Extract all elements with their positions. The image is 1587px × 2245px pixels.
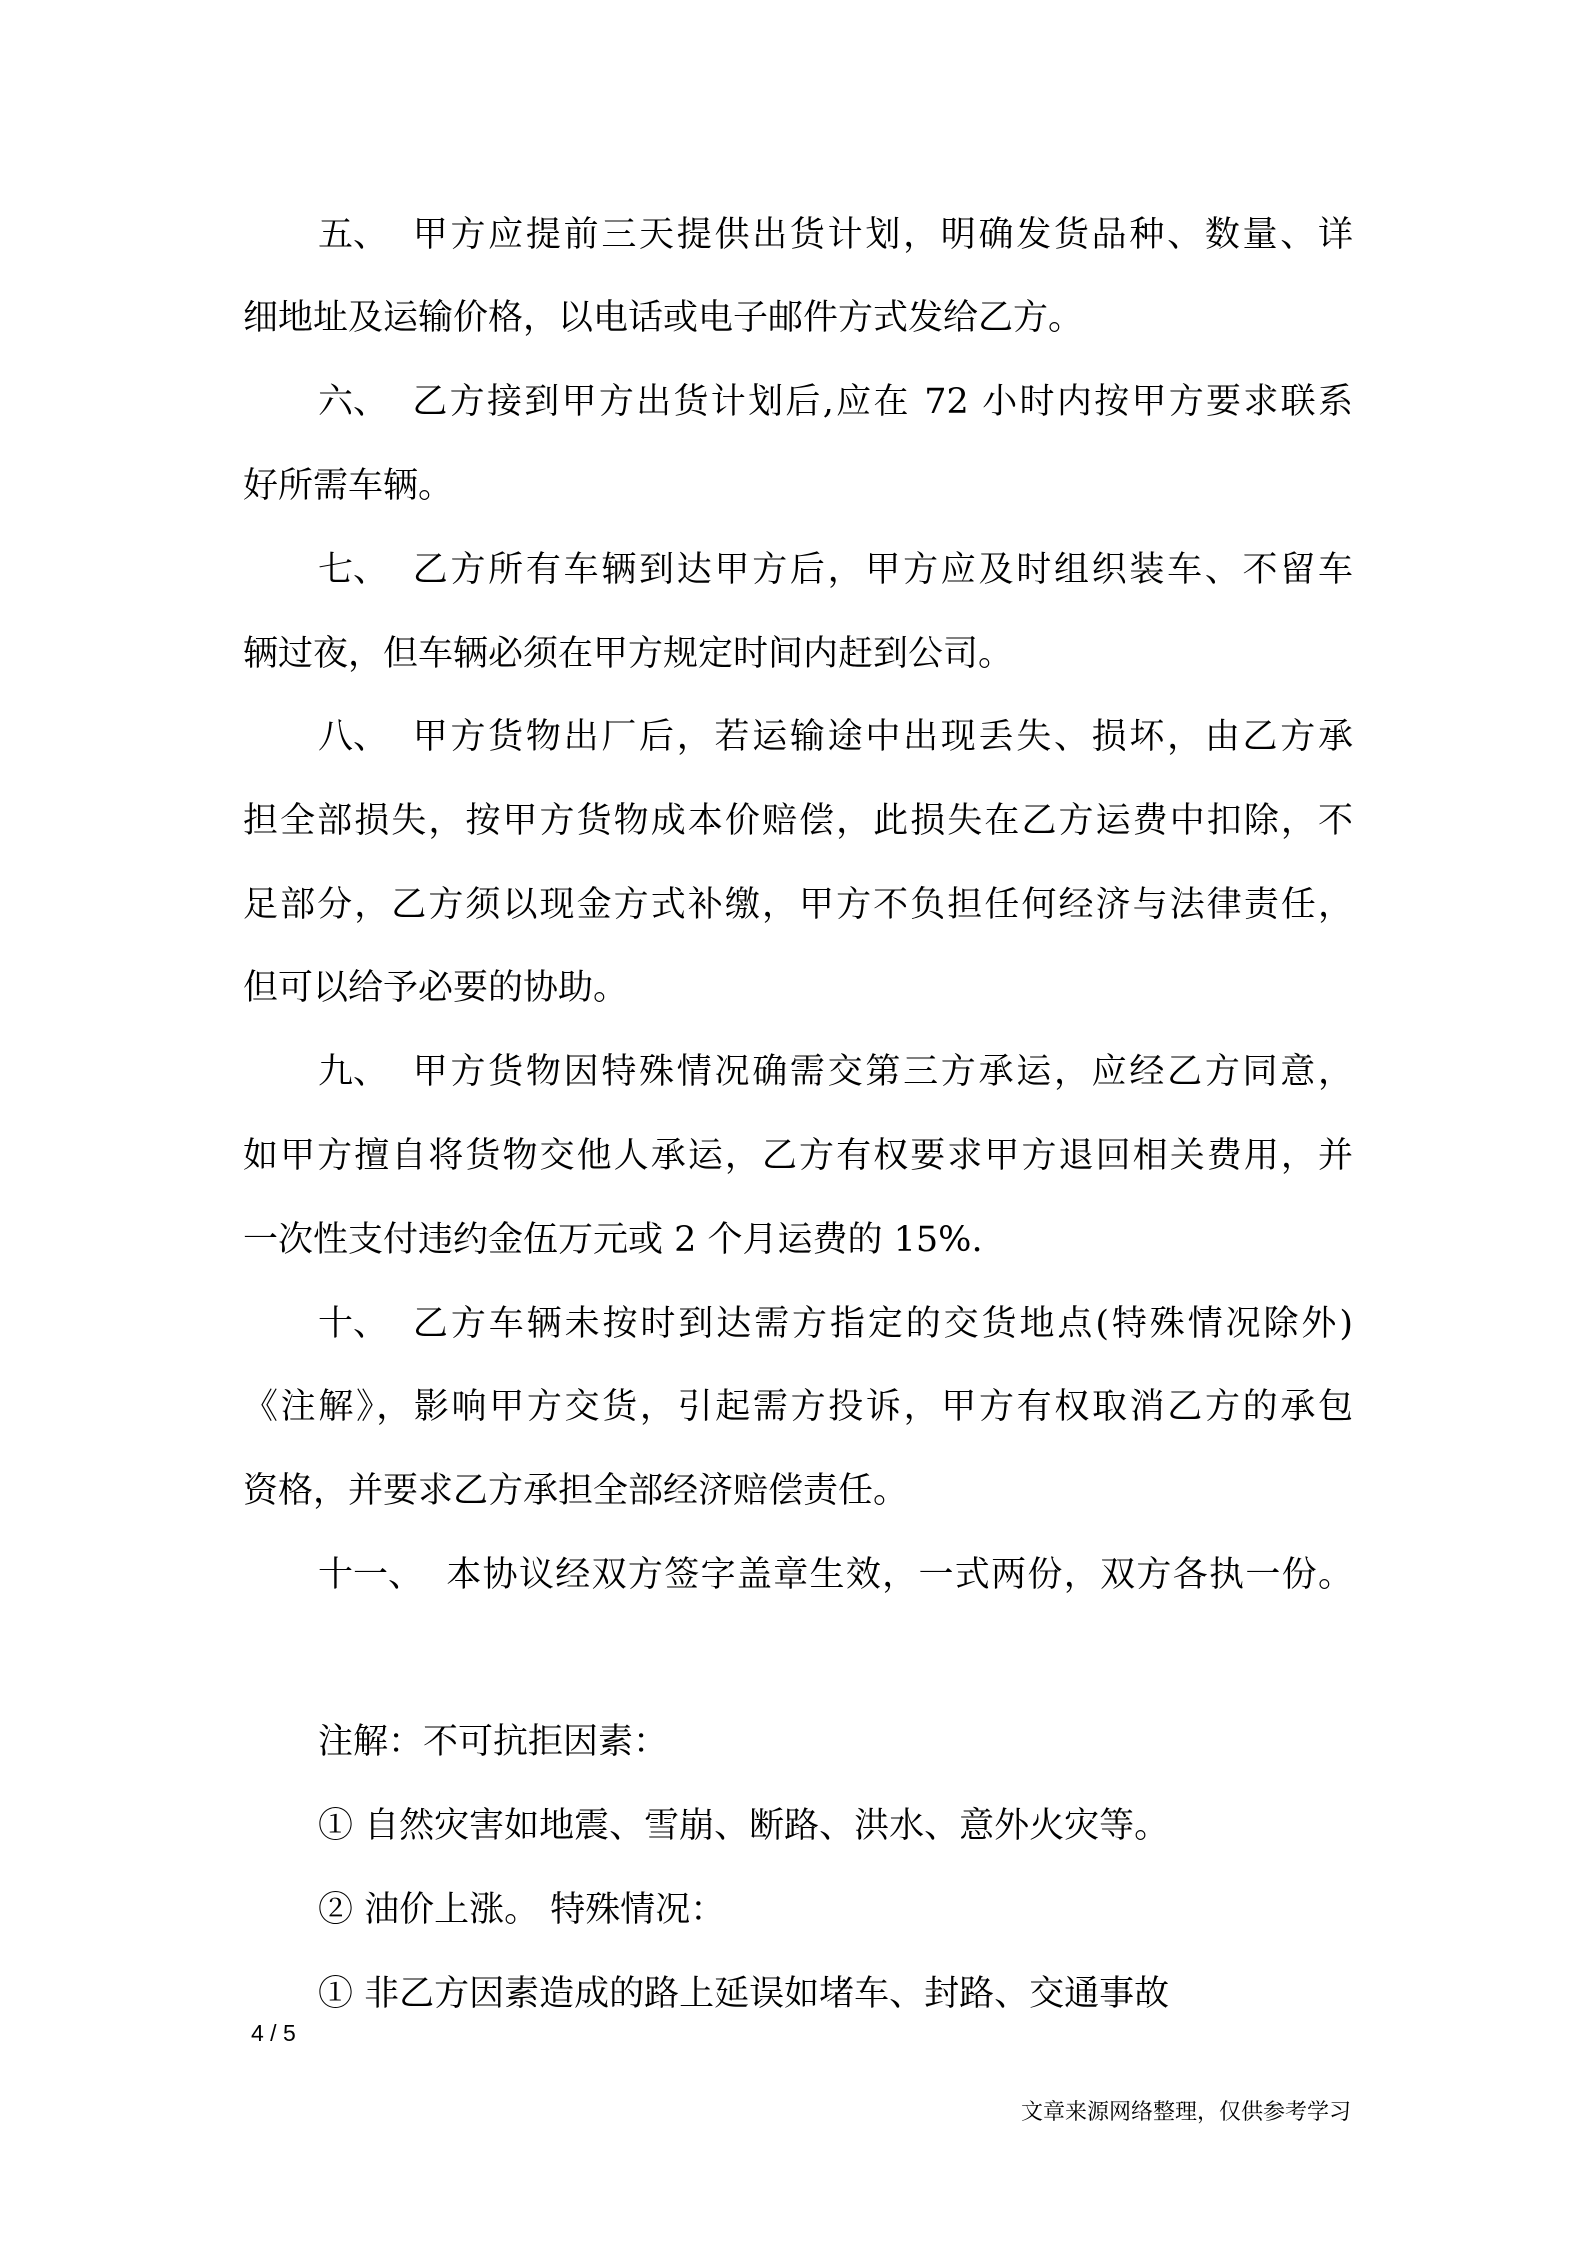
clause-8-line-1 (318, 715, 1353, 759)
clause-6-line-1 (318, 380, 1353, 424)
clause-number: 七、 (318, 550, 389, 590)
clause-text: 甲方货物出厂后，若运输途中出现丢失、损坏，由乙方承 (410, 717, 1353, 757)
clause-text: 本协议经双方签字盖章生效，一式两份，双方各执一份。 (445, 1555, 1353, 1595)
footer-note: 文章来源网络整理，仅供参考学习 (1020, 2100, 1351, 2125)
clause-text: 甲方货物因特殊情况确需交第三方承运，应经乙方同意， (410, 1052, 1353, 1092)
clause-number: 九、 (318, 1052, 389, 1092)
clause-number: 十一、 (318, 1555, 424, 1595)
clause-number: 五、 (318, 215, 389, 255)
clause-8-line-4: 但可以给予必要的协助。 (243, 968, 629, 1008)
clause-10-line-2: 《注解》，影响甲方交货，引起需方投诉，甲方有权取消乙方的承包 (243, 1387, 1353, 1427)
clause-9-line-2: 如甲方擅自将货物交他人承运，乙方有权要求甲方退回相关费用，并 (243, 1136, 1353, 1176)
clause-10-line-3: 资格，并要求乙方承担全部经济赔偿责任。 (243, 1471, 909, 1511)
clause-8-line-2: 担全部损失，按甲方货物成本价赔偿，此损失在乙方运费中扣除，不 (243, 801, 1353, 841)
clause-number: 十、 (318, 1304, 389, 1344)
clause-9-line-1 (318, 1050, 1353, 1094)
clause-10-line-1 (318, 1302, 1353, 1346)
clause-number: 六、 (318, 382, 389, 422)
notes-item-3: ① 非乙方因素造成的路上延误如堵车、封路、交通事故 (318, 1974, 1170, 2014)
clause-7-line-1 (318, 548, 1353, 592)
clause-text: 甲方应提前三天提供出货计划，明确发货品种、数量、详 (410, 215, 1353, 255)
notes-item-1: ① 自然灾害如地震、雪崩、断路、洪水、意外火灾等。 (318, 1806, 1170, 1846)
clause-6-line-2: 好所需车辆。 (243, 466, 454, 506)
clause-8-line-3: 足部分，乙方须以现金方式补缴，甲方不负担任何经济与法律责任， (243, 885, 1353, 925)
notes-item-2: ② 油价上涨。 特殊情况： (318, 1890, 726, 1930)
clause-text: 乙方接到甲方出货计划后,应在 72 小时内按甲方要求联系 (410, 382, 1353, 422)
clause-text: 乙方车辆未按时到达需方指定的交货地点(特殊情况除外) (410, 1304, 1353, 1344)
clause-9-line-3: 一次性支付违约金伍万元或 2 个月运费的 15%. (243, 1220, 983, 1260)
clause-text: 乙方所有车辆到达甲方后，甲方应及时组织装车、不留车 (410, 550, 1353, 590)
page-number: 4 / 5 (251, 2020, 296, 2046)
clause-number: 八、 (318, 717, 389, 757)
notes-title: 注解：不可抗拒因素： (318, 1722, 669, 1762)
clause-7-line-2: 辆过夜，但车辆必须在甲方规定时间内赶到公司。 (243, 634, 1014, 674)
clause-11-line-1 (318, 1553, 1353, 1597)
clause-5-line-2: 细地址及运输价格，以电话或电子邮件方式发给乙方。 (243, 298, 1084, 338)
clause-5-line-1 (318, 213, 1353, 257)
